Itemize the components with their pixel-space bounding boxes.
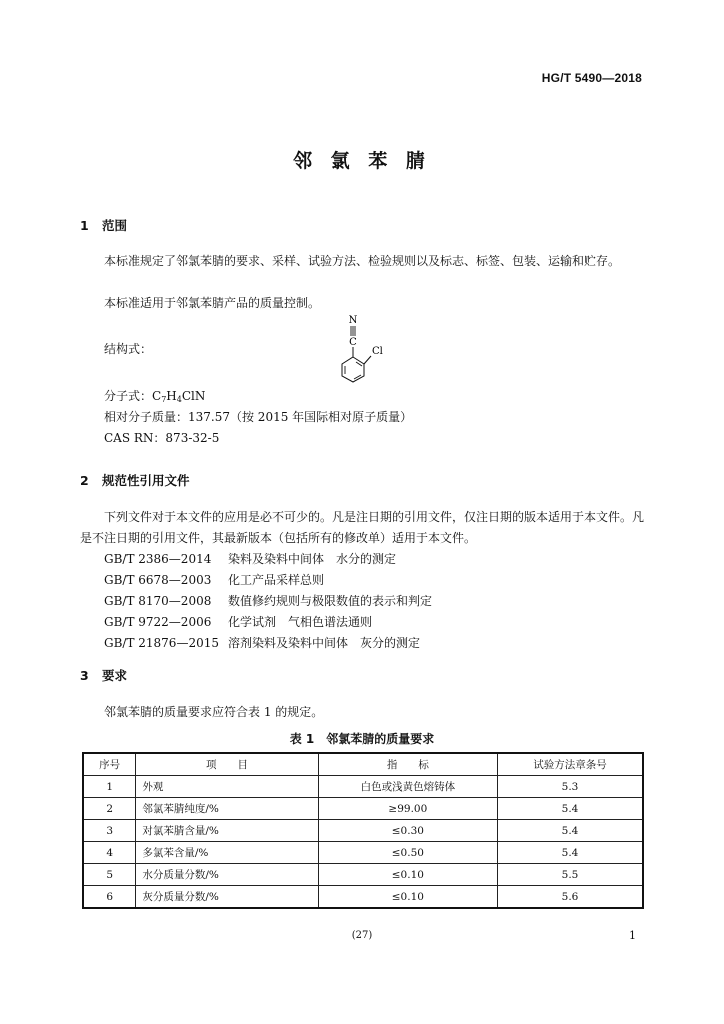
atom-n-label: N: [348, 315, 358, 326]
table-header-row: [83, 753, 643, 776]
structure-label: 结构式：: [104, 342, 153, 356]
section-3-heading: [80, 666, 127, 684]
reference-item: [104, 633, 420, 654]
reference-item: [104, 591, 432, 612]
cell-serial: 2: [83, 798, 136, 820]
cell-method: 5.6: [498, 886, 643, 909]
reference-code: GB/T 9722—2006: [104, 615, 212, 629]
cell-item: 多氯苯含量/%: [136, 842, 318, 864]
chlorine-bond: [364, 356, 371, 364]
table-row: [83, 842, 643, 864]
section-1-heading: [80, 216, 127, 234]
section-title: 要求: [102, 668, 128, 683]
normative-references-paragraph: 下列文件对于本文件的应用是必不可少的。凡是注日期的引用文件，仅注日期的版本适用于本文件。凡是不注日期的引用文件，其最新版本（包括所有的修改单）适用于本文件。: [80, 510, 645, 545]
cell-serial: 5: [83, 864, 136, 886]
reference-code: GB/T 21876—2015: [104, 636, 219, 650]
section-title: 规范性引用文件: [102, 473, 190, 488]
standard-code: HG/T 5490—2018: [541, 71, 642, 85]
cell-serial: 3: [83, 820, 136, 842]
cell-method: 5.4: [498, 820, 643, 842]
reference-item: [104, 549, 396, 570]
cell-index: ≤0.50: [318, 842, 497, 864]
table-row: [83, 798, 643, 820]
formula-h: H: [166, 389, 177, 403]
reference-title: 染料及染料中间体 水分的测定: [228, 552, 397, 566]
formula-h-count: 4: [176, 395, 182, 404]
cell-method: 5.4: [498, 798, 643, 820]
applicability-paragraph: 本标准适用于邻氯苯腈产品的质量控制。: [104, 296, 321, 310]
formula-label: 分子式：: [104, 389, 153, 403]
cell-serial: 6: [83, 886, 136, 909]
cell-item: 灰分质量分数/%: [136, 886, 318, 909]
cell-index: ≤0.10: [318, 864, 497, 886]
cell-method: 5.3: [498, 776, 643, 798]
header-serial: 序号: [83, 753, 136, 776]
cell-serial: 4: [83, 842, 136, 864]
reference-item: [104, 570, 324, 591]
atom-c-label: C: [349, 337, 357, 348]
reference-title: 化工产品采样总则: [228, 573, 325, 587]
table-row: [83, 820, 643, 842]
table-row: [83, 864, 643, 886]
header-test-method: 试验方法章条号: [498, 753, 643, 776]
cas-number: CAS RN：873-32-5: [104, 431, 220, 445]
document-title: 邻 氯 苯 腈: [293, 150, 431, 172]
reference-title: 溶剂染料及染料中间体 灰分的测定: [228, 636, 421, 650]
cell-item: 对氯苯腈含量/%: [136, 820, 318, 842]
header-index: 指 标: [318, 753, 497, 776]
reference-code: GB/T 6678—2003: [104, 573, 212, 587]
reference-item: [104, 612, 372, 633]
formula-clN: ClN: [181, 389, 206, 403]
table-caption: 表 1 邻氯苯腈的质量要求: [289, 732, 435, 746]
relative-molecular-mass: 相对分子质量：137.57（按 2015 年国际相对原子质量）: [104, 410, 413, 424]
section-number: 2: [80, 473, 89, 488]
formula-c: C: [152, 389, 162, 403]
reference-code: GB/T 2386—2014: [104, 552, 212, 566]
cell-index: ≥99.00: [318, 798, 497, 820]
page-number-center: (27): [351, 930, 373, 941]
cell-index: ≤0.30: [318, 820, 497, 842]
atom-cl-label: Cl: [372, 346, 383, 357]
cell-method: 5.5: [498, 864, 643, 886]
cell-index: 白色或浅黄色熔铸体: [318, 776, 497, 798]
section-number: 3: [80, 668, 89, 683]
structural-formula: [320, 310, 420, 390]
section-title: 范围: [102, 218, 128, 233]
page-number: 1: [629, 929, 636, 942]
scope-paragraph: 本标准规定了邻氯苯腈的要求、采样、试验方法、检验规则以及标志、标签、包装、运输和贮存。: [104, 254, 621, 268]
table-row: [83, 886, 643, 909]
cell-method: 5.4: [498, 842, 643, 864]
header-item: 项 目: [136, 753, 318, 776]
cell-item: 邻氯苯腈纯度/%: [136, 798, 318, 820]
reference-title: 化学试剂 气相色谱法通则: [228, 615, 373, 629]
formula-c-count: 7: [161, 395, 167, 404]
cell-serial: 1: [83, 776, 136, 798]
reference-title: 数值修约规则与极限数值的表示和判定: [228, 594, 433, 608]
table-row: [83, 776, 643, 798]
reference-code: GB/T 8170—2008: [104, 594, 212, 608]
cell-index: ≤0.10: [318, 886, 497, 909]
cell-item: 水分质量分数/%: [136, 864, 318, 886]
quality-requirements-table: [82, 752, 644, 909]
requirements-paragraph: 邻氯苯腈的质量要求应符合表 1 的规定。: [104, 705, 324, 719]
section-number: 1: [80, 218, 89, 233]
section-2-heading: [80, 471, 190, 489]
cell-item: 外观: [136, 776, 318, 798]
